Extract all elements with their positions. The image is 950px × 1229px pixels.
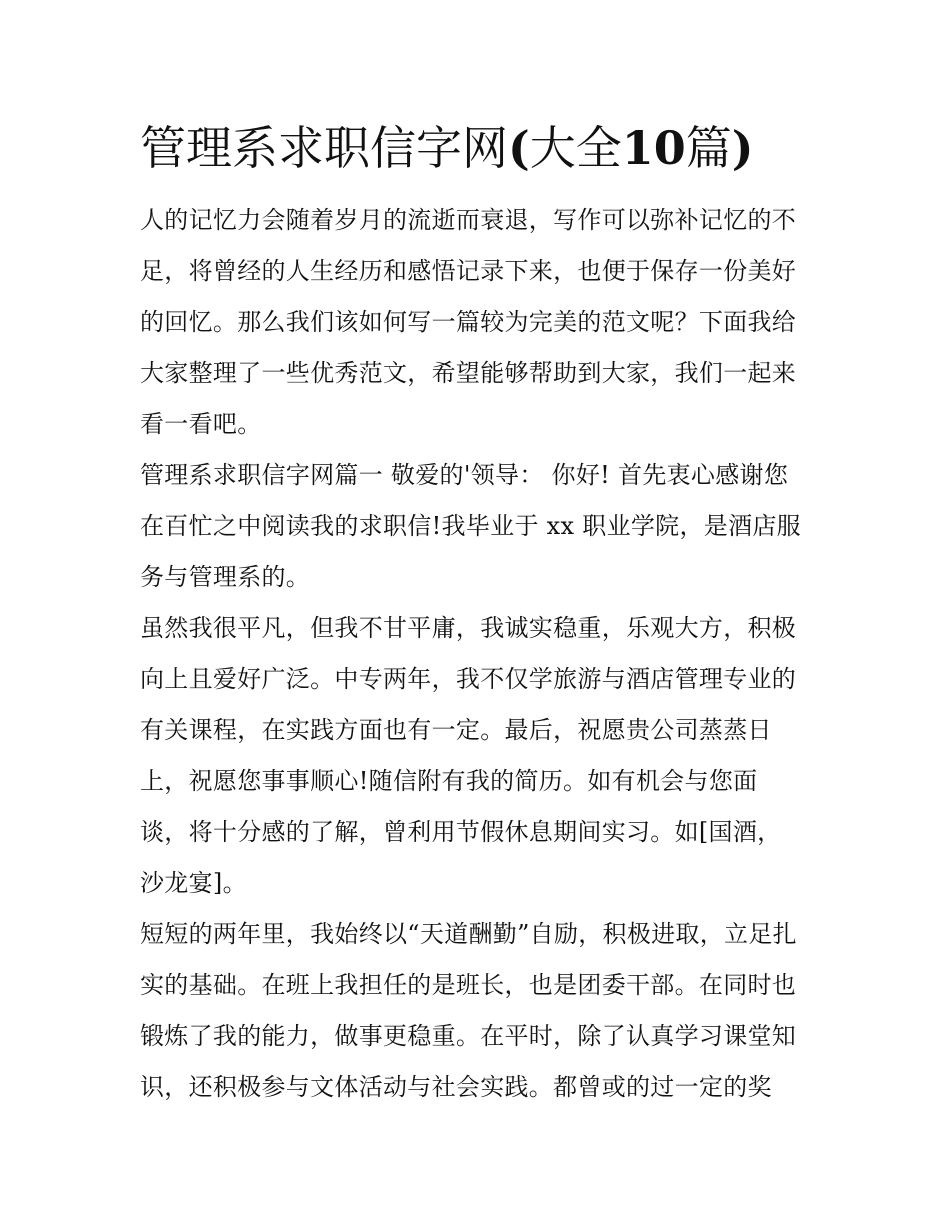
body-line: 看一看吧。 (140, 410, 262, 438)
body-line: 足，将曾经的人生经历和感悟记录下来，也便于保存一份美好 (140, 257, 797, 285)
body-line: 短短的两年里，我始终以“天道酬勤”自励，积极进取，立足扎 (140, 920, 797, 948)
body-line: 识，还积极参与文体活动与社会实践。都曾或的过一定的奖 (140, 1073, 772, 1101)
body-line: 向上且爱好广泛。中专两年，我不仅学旅游与酒店管理专业的 (140, 665, 797, 693)
document-title (140, 118, 830, 178)
body-line: 在百忙之中阅读我的求职信!我毕业于 xx 职业学院，是酒店服 (140, 512, 801, 540)
body-line: 谈，将十分感的了解，曾利用节假休息期间实习。如[国酒， (140, 818, 782, 846)
body-line: 的回忆。那么我们该如何写一篇较为完美的范文呢？下面我给 (140, 308, 797, 336)
body-line: 虽然我很平凡，但我不甘平庸，我诚实稳重，乐观大方，积极 (140, 614, 797, 642)
body-line: 管理系求职信字网篇一 敬爱的'领导： 你好! 首先衷心感谢您 (140, 461, 789, 489)
body-line: 务与管理系的。 (140, 563, 311, 591)
body-line: 沙龙宴]。 (140, 869, 247, 897)
title-close-paren: ) (731, 121, 754, 175)
body-line: 大家整理了一些优秀范文，希望能够帮助到大家，我们一起来 (140, 359, 797, 387)
body-line: 锻炼了我的能力，做事更稳重。在平时，除了认真学习课堂知 (140, 1022, 797, 1050)
document-body (140, 195, 820, 1113)
title-main: 管理系求职信字网 (140, 121, 508, 175)
body-line: 有关课程，在实践方面也有一定。最后，祝愿贵公司蒸蒸日 (140, 716, 772, 744)
body-line: 人的记忆力会随着岁月的流逝而衰退，写作可以弥补记忆的不 (140, 206, 797, 234)
title-open-paren: ( (508, 121, 530, 175)
title-daquan: 大全 (529, 121, 622, 175)
title-pian: 篇 (685, 121, 732, 175)
title-number: 10 (621, 121, 686, 175)
body-line: 上，祝愿您事事顺心!随信附有我的简历。如有机会与您面 (140, 767, 758, 795)
body-line: 实的基础。在班上我担任的是班长，也是团委干部。在同时也 (140, 971, 797, 999)
